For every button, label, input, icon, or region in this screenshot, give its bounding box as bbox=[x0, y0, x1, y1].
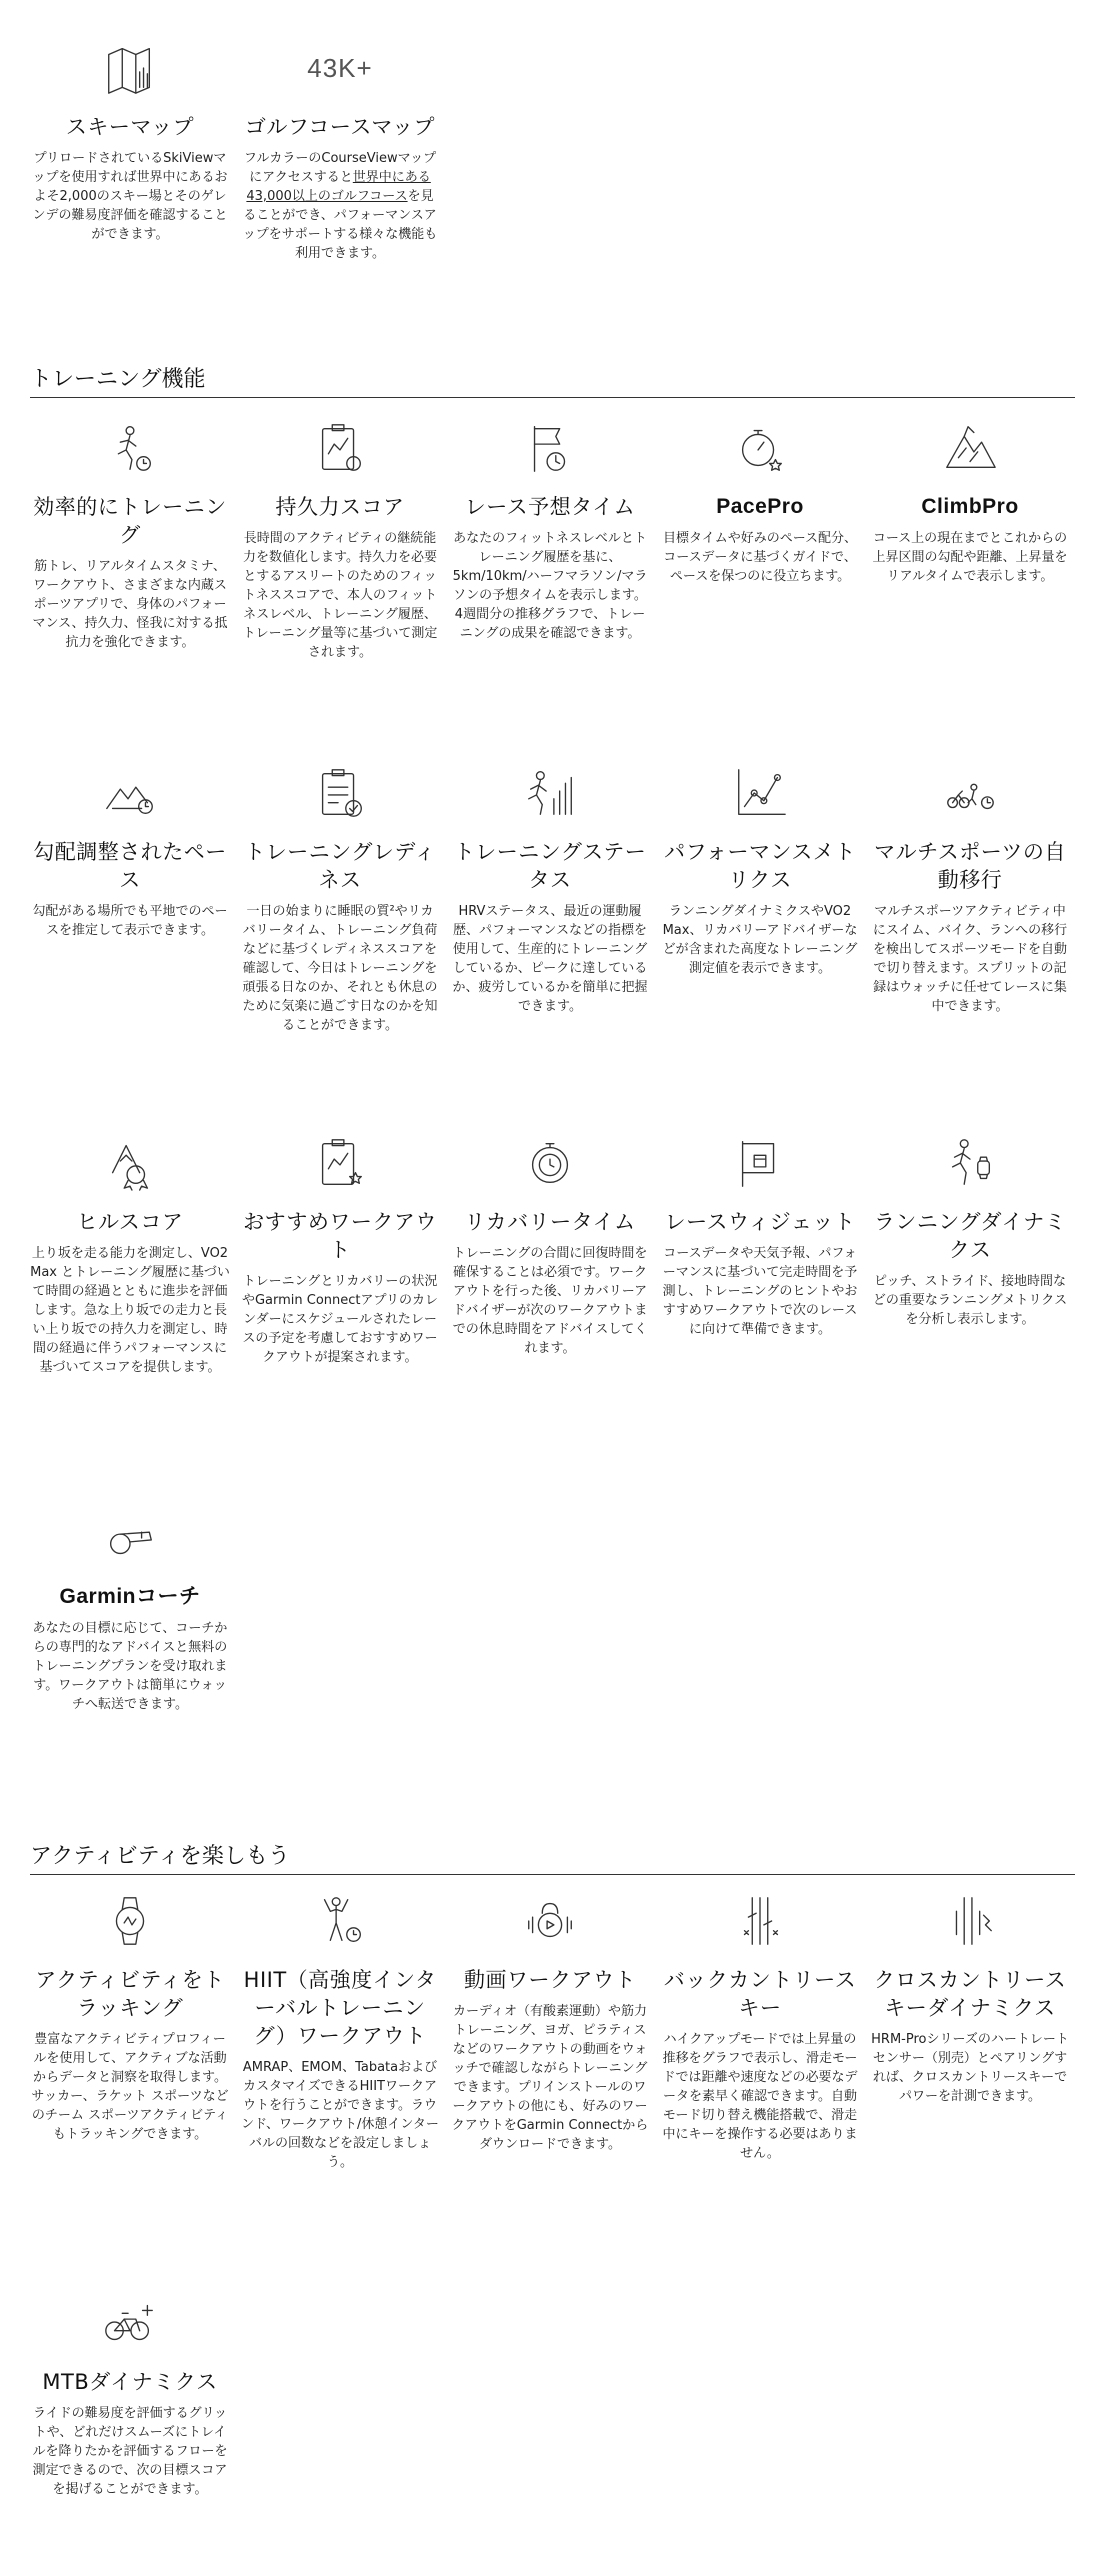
feature-video-workout bbox=[450, 1888, 650, 2154]
clipboard-check-icon bbox=[240, 760, 440, 826]
feature-title: マルチスポーツの自動移行 bbox=[874, 840, 1066, 892]
feature-training-status bbox=[450, 760, 650, 1016]
feature-title: おすすめワークアウト bbox=[243, 1210, 437, 1262]
feature-grade-adjusted-pace bbox=[30, 760, 230, 940]
feature-title: HIIT（高強度インターバルトレーニング）ワークアウト bbox=[243, 1968, 437, 2048]
feature-title: レース予想タイム bbox=[464, 495, 636, 519]
feature-title: PacePro bbox=[716, 495, 804, 518]
training-section-heading: トレーニング機能 bbox=[30, 365, 1075, 398]
feature-running-dynamics bbox=[870, 1130, 1070, 1329]
feature-mtb-dynamics bbox=[30, 2290, 230, 2499]
feature-title: レースウィジェット bbox=[664, 1210, 856, 1234]
feature-desc: トレーニングの合間に回復時間を確保することは必須です。ワークアウトを行った後、リカバリーアドバイザーが次のワークアウトまでの休息時間をアドバイスしてくれます。 bbox=[452, 1246, 648, 1356]
multisport-icon bbox=[870, 760, 1070, 826]
feature-ski-map bbox=[30, 35, 230, 244]
feature-title: 持久力スコア bbox=[275, 495, 405, 519]
line-chart-icon bbox=[660, 760, 860, 826]
kettlebell-icon bbox=[450, 1888, 650, 1954]
feature-desc: 筋トレ、リアルタイムスタミナ、ワークアウト、さまざまな内蔵スポーツアプリで、身体のパフォーマンス、持久力、怪我に対する抵抗力を強化できます。 bbox=[32, 559, 228, 650]
feature-desc: コースデータや天気予報、パフォーマンスに基づいて完走時間を予測し、トレーニングのヒントやおすすめワークアウトで次のレースに向けて準備できます。 bbox=[662, 1246, 858, 1337]
runner-timer-icon bbox=[30, 415, 230, 481]
feature-desc: HRVステータス、最近の運動履歴、パフォーマンスなどの指標を使用して、生産的にトレーニングしているか、ピークに達しているか、疲労しているかを簡単に把握できます。 bbox=[452, 904, 648, 1014]
whistle-icon bbox=[30, 1505, 230, 1571]
golf-course-link[interactable]: 世界中にある43,000以上のゴルフコース bbox=[246, 170, 431, 204]
feature-golf-map bbox=[240, 35, 440, 263]
feature-desc: コース上の現在までとこれからの上昇区間の勾配や距離、上昇量をリアルタイムで表示します。 bbox=[872, 531, 1068, 584]
feature-recovery-time bbox=[450, 1130, 650, 1358]
feature-title: ランニングダイナミクス bbox=[873, 1210, 1067, 1262]
feature-hiit bbox=[240, 1888, 440, 2172]
recovery-clock-icon bbox=[450, 1130, 650, 1196]
feature-hill-score bbox=[30, 1130, 230, 1377]
feature-desc: カーディオ（有酸素運動）や筋力トレーニング、ヨガ、ピラティスなどのワークアウトの動画をウォッチで確認しながらトレーニングできます。プリインストールのワークアウトの他にも、好みのワークアウトをGarmin Connectからダウンロードできます。 bbox=[451, 2004, 649, 2152]
feature-title: MTBダイナミクス bbox=[42, 2370, 218, 2394]
feature-desc: HRM-Proシリーズのハートレートセンサー（別売）とペアリングすれば、クロスカントリースキーでパワーを計測できます。 bbox=[871, 2032, 1069, 2104]
feature-desc: AMRAP、EMOM、TabataおよびカスタマイズできるHIITワークアウトを行うことができます。ラウンド、ワークアウト/休憩インターバルの回数などを設定しましょう。 bbox=[241, 2060, 439, 2170]
feature-climbpro bbox=[870, 415, 1070, 586]
feature-backcountry-ski bbox=[660, 1888, 860, 2163]
feature-desc: 一日の始まりに睡眠の質²やリカバリータイム、トレーニング負荷などに基づくレディネススコアを確認して、今日はトレーニングを頑張る日なのか、それとも休息のために気楽に過ごす日なのかを知ることができます。 bbox=[242, 904, 438, 1033]
feature-activity-tracking bbox=[30, 1888, 230, 2144]
skis-icon bbox=[660, 1888, 860, 1954]
feature-desc: ランニングダイナミクスやVO2 Max、リカバリーアドバイザーなどが含まれた高度なトレーニング測定値を表示できます。 bbox=[662, 904, 858, 976]
runner-watch-icon bbox=[870, 1130, 1070, 1196]
feature-title: リカバリータイム bbox=[464, 1210, 636, 1234]
mountain-timer-icon bbox=[30, 760, 230, 826]
hiit-person-icon bbox=[240, 1888, 440, 1954]
feature-title: ClimbPro bbox=[921, 495, 1019, 518]
feature-desc: 目標タイムや好みのペース配分、コースデータに基づくガイドで、ペースを保つのに役立ちます。 bbox=[662, 531, 858, 584]
feature-efficient-training bbox=[30, 415, 230, 652]
feature-title: アクティビティをトラッキング bbox=[35, 1968, 225, 2020]
feature-desc: 長時間のアクティビティの継続能力を数値化します。持久力を必要とするアスリートのためのフィットネススコアで、本人のフィットネスレベル、トレーニング履歴、トレーニング量等に基づいて測定されます。 bbox=[242, 531, 438, 660]
feature-race-widget bbox=[660, 1130, 860, 1339]
feature-title: 動画ワークアウト bbox=[464, 1968, 636, 1992]
feature-title: バックカントリースキー bbox=[663, 1968, 857, 2020]
feature-title: トレーニングステータス bbox=[453, 840, 647, 892]
mtb-icon bbox=[30, 2290, 230, 2356]
feature-multisport-transition bbox=[870, 760, 1070, 1016]
feature-desc: トレーニングとリカバリーの状況やGarmin Connectアプリのカレンダーにスケジュールされたレースの予定を考慮しておすすめワークアウトが提案されます。 bbox=[241, 1274, 439, 1365]
feature-desc: マルチスポーツアクティビティ中にスイム、バイク、ランへの移行を検出してスポーツモードを自動で切り替えます。スプリットの記録はウォッチに任せてレースに集中できます。 bbox=[872, 904, 1068, 1014]
feature-title: ヒルスコア bbox=[76, 1210, 184, 1234]
feature-desc: フルカラーのCourseViewマップにアクセスすると世界中にある43,000以上のゴルフコースを見ることができ、パフォーマンスアップをサポートする様々な機能も利用できます。 bbox=[242, 151, 438, 261]
map-icon bbox=[30, 35, 230, 101]
feature-desc: あなたのフィットネスレベルとトレーニング履歴を基に、5km/10km/ハーフマラソン/マラソンの予想タイムを表示します。4週間分の推移グラフで、トレーニングの成果を確認できます。 bbox=[452, 531, 648, 641]
stopwatch-star-icon bbox=[660, 415, 860, 481]
flag-calendar-icon bbox=[660, 1130, 860, 1196]
watch-icon bbox=[30, 1888, 230, 1954]
feature-desc: 上り坂を走る能力を測定し、VO2 Max とトレーニング履歴に基づいて時間の経過とともに進歩を評価します。急な上り坂での走力と長い上り坂での持久力を測定し、時間の経過に伴うパフォーマンスに基づいてスコアを提供します。 bbox=[30, 1246, 230, 1375]
feature-title: ゴルフコースマップ bbox=[244, 115, 436, 139]
feature-desc: あなたの目標に応じて、コーチからの専門的なアドバイスと無料のトレーニングプランを受け取れます。ワークアウトは簡単にウォッチへ転送できます。 bbox=[32, 1621, 228, 1712]
feature-title: パフォーマンスメトリクス bbox=[664, 840, 856, 892]
feature-endurance-score bbox=[240, 415, 440, 662]
feature-desc: 豊富なアクティビティプロフィールを使用して、アクティブな活動からデータと洞察を取得します。サッカー、ラケット スポーツなどのチーム スポーツアクティビティもトラッキングできます。 bbox=[31, 2032, 229, 2142]
feature-training-readiness bbox=[240, 760, 440, 1035]
feature-title: 勾配調整されたペース bbox=[33, 840, 227, 892]
feature-title: Garminコーチ bbox=[59, 1585, 201, 1608]
feature-desc: 勾配がある場所でも平地でのペースを推定して表示できます。 bbox=[32, 904, 228, 938]
clipboard-star-icon bbox=[240, 1130, 440, 1196]
feature-title: クロスカントリースキーダイナミクス bbox=[873, 1968, 1067, 2020]
feature-performance-metrics bbox=[660, 760, 860, 978]
mountain-badge-icon bbox=[30, 1130, 230, 1196]
xc-skis-icon bbox=[870, 1888, 1070, 1954]
feature-pacepro bbox=[660, 415, 860, 586]
runner-bars-icon bbox=[450, 760, 650, 826]
feature-title: トレーニングレディネス bbox=[244, 840, 436, 892]
feature-race-prediction bbox=[450, 415, 650, 643]
clipboard-chart-icon bbox=[240, 415, 440, 481]
feature-title: 効率的にトレーニング bbox=[33, 495, 227, 547]
golf-43k-icon bbox=[240, 35, 440, 101]
feature-garmin-coach bbox=[30, 1505, 230, 1714]
feature-xc-ski-dynamics bbox=[870, 1888, 1070, 2106]
feature-suggested-workout bbox=[240, 1130, 440, 1367]
feature-desc: ライドの難易度を評価するグリットや、どれだけスムーズにトレイルを降りたかを評価するフローを測定できるので、次の目標スコアを掲げることができます。 bbox=[32, 2406, 228, 2497]
icon-text: 43K+ bbox=[307, 52, 373, 83]
feature-desc: ピッチ、ストライド、接地時間などの重要なランニングメトリクスを分析し表示します。 bbox=[872, 1274, 1068, 1327]
flag-timer-icon bbox=[450, 415, 650, 481]
feature-desc: ハイクアップモードでは上昇量の推移をグラフで表示し、滑走モードでは距離や速度などの必要なデータを素早く確認できます。自動モード切り替え機能搭載で、滑走中にキーを操作する必要はありません。 bbox=[662, 2032, 858, 2161]
feature-desc: プリロードされているSkiViewマップを使用すれば世界中にあるおよそ2,000のスキー場とそのゲレンデの難易度評価を確認することができます。 bbox=[32, 151, 228, 242]
mountain-icon bbox=[870, 415, 1070, 481]
activity-section-heading: アクティビティを楽しもう bbox=[30, 1842, 1075, 1875]
feature-title: スキーマップ bbox=[65, 115, 195, 139]
